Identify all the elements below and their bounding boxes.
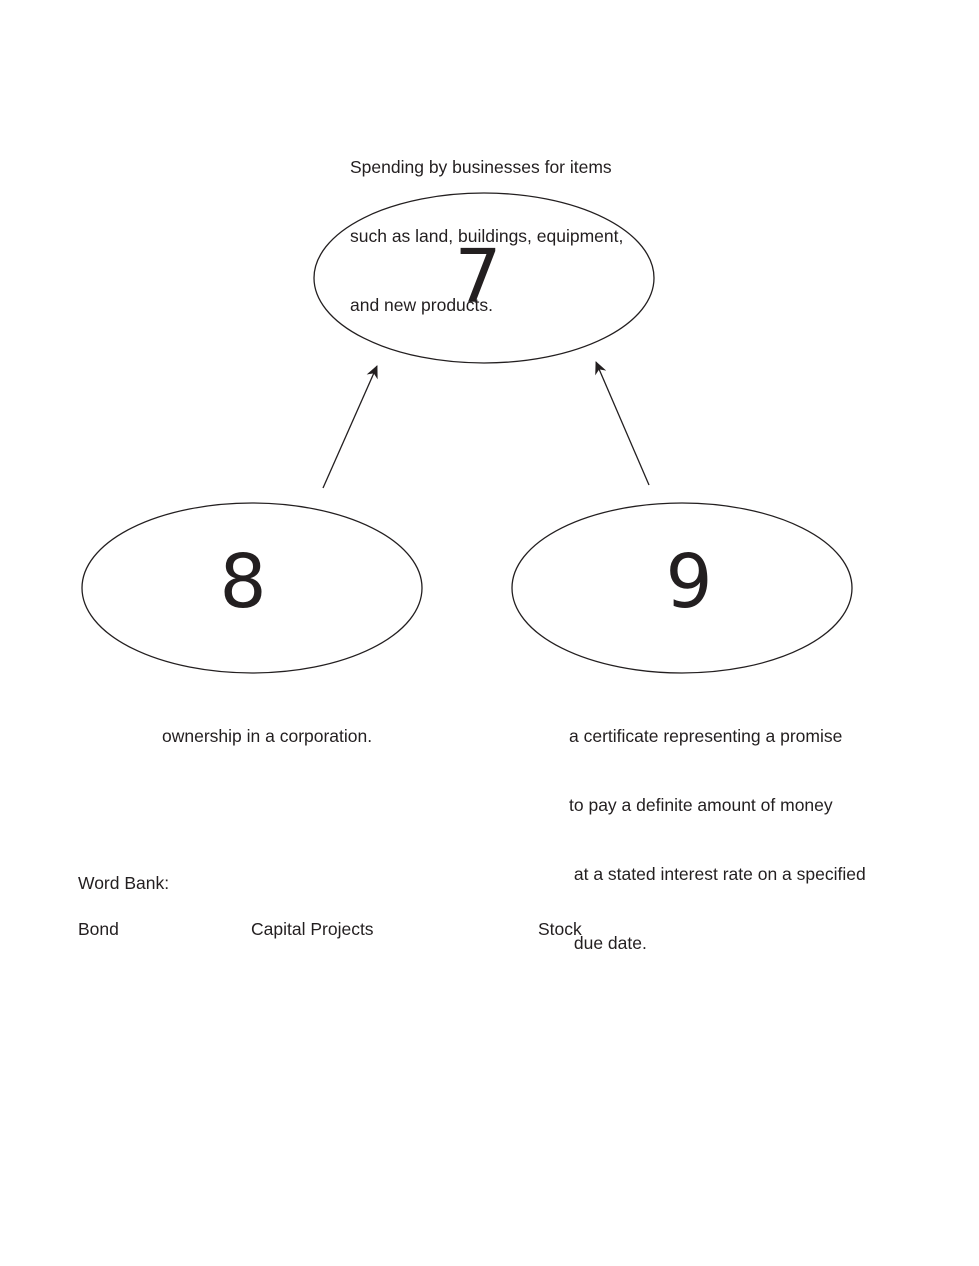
node-7-description-line: such as land, buildings, equipment,	[350, 226, 624, 246]
node-9-description	[569, 679, 866, 978]
node-7-description-line: Spending by businesses for items	[350, 157, 612, 177]
node-8-number: 8	[219, 539, 267, 625]
node-7-description-line: and new products.	[350, 295, 494, 315]
word-bank-item-bond: Bond	[78, 919, 119, 939]
arrow-8-to-7	[323, 366, 377, 488]
node-8-description-line: ownership in a corporation.	[162, 726, 373, 746]
node-7-description	[350, 110, 623, 340]
word-bank-item-stock: Stock	[538, 919, 582, 939]
node-8-description	[162, 679, 372, 771]
node-9-number: 9	[665, 539, 713, 625]
word-bank-item-capital-projects: Capital Projects	[251, 919, 374, 939]
arrow-9-to-7	[596, 362, 649, 485]
node-9-description-line: to pay a definite amount of money	[569, 795, 833, 815]
word-bank-title: Word Bank:	[78, 873, 170, 893]
node-9-description-line: at a stated interest rate on a specified	[569, 864, 866, 884]
node-9-description-line: a certificate representing a promise	[569, 726, 843, 746]
node-9-description-line: due date.	[569, 933, 647, 953]
node-7-number: 7	[454, 234, 502, 320]
